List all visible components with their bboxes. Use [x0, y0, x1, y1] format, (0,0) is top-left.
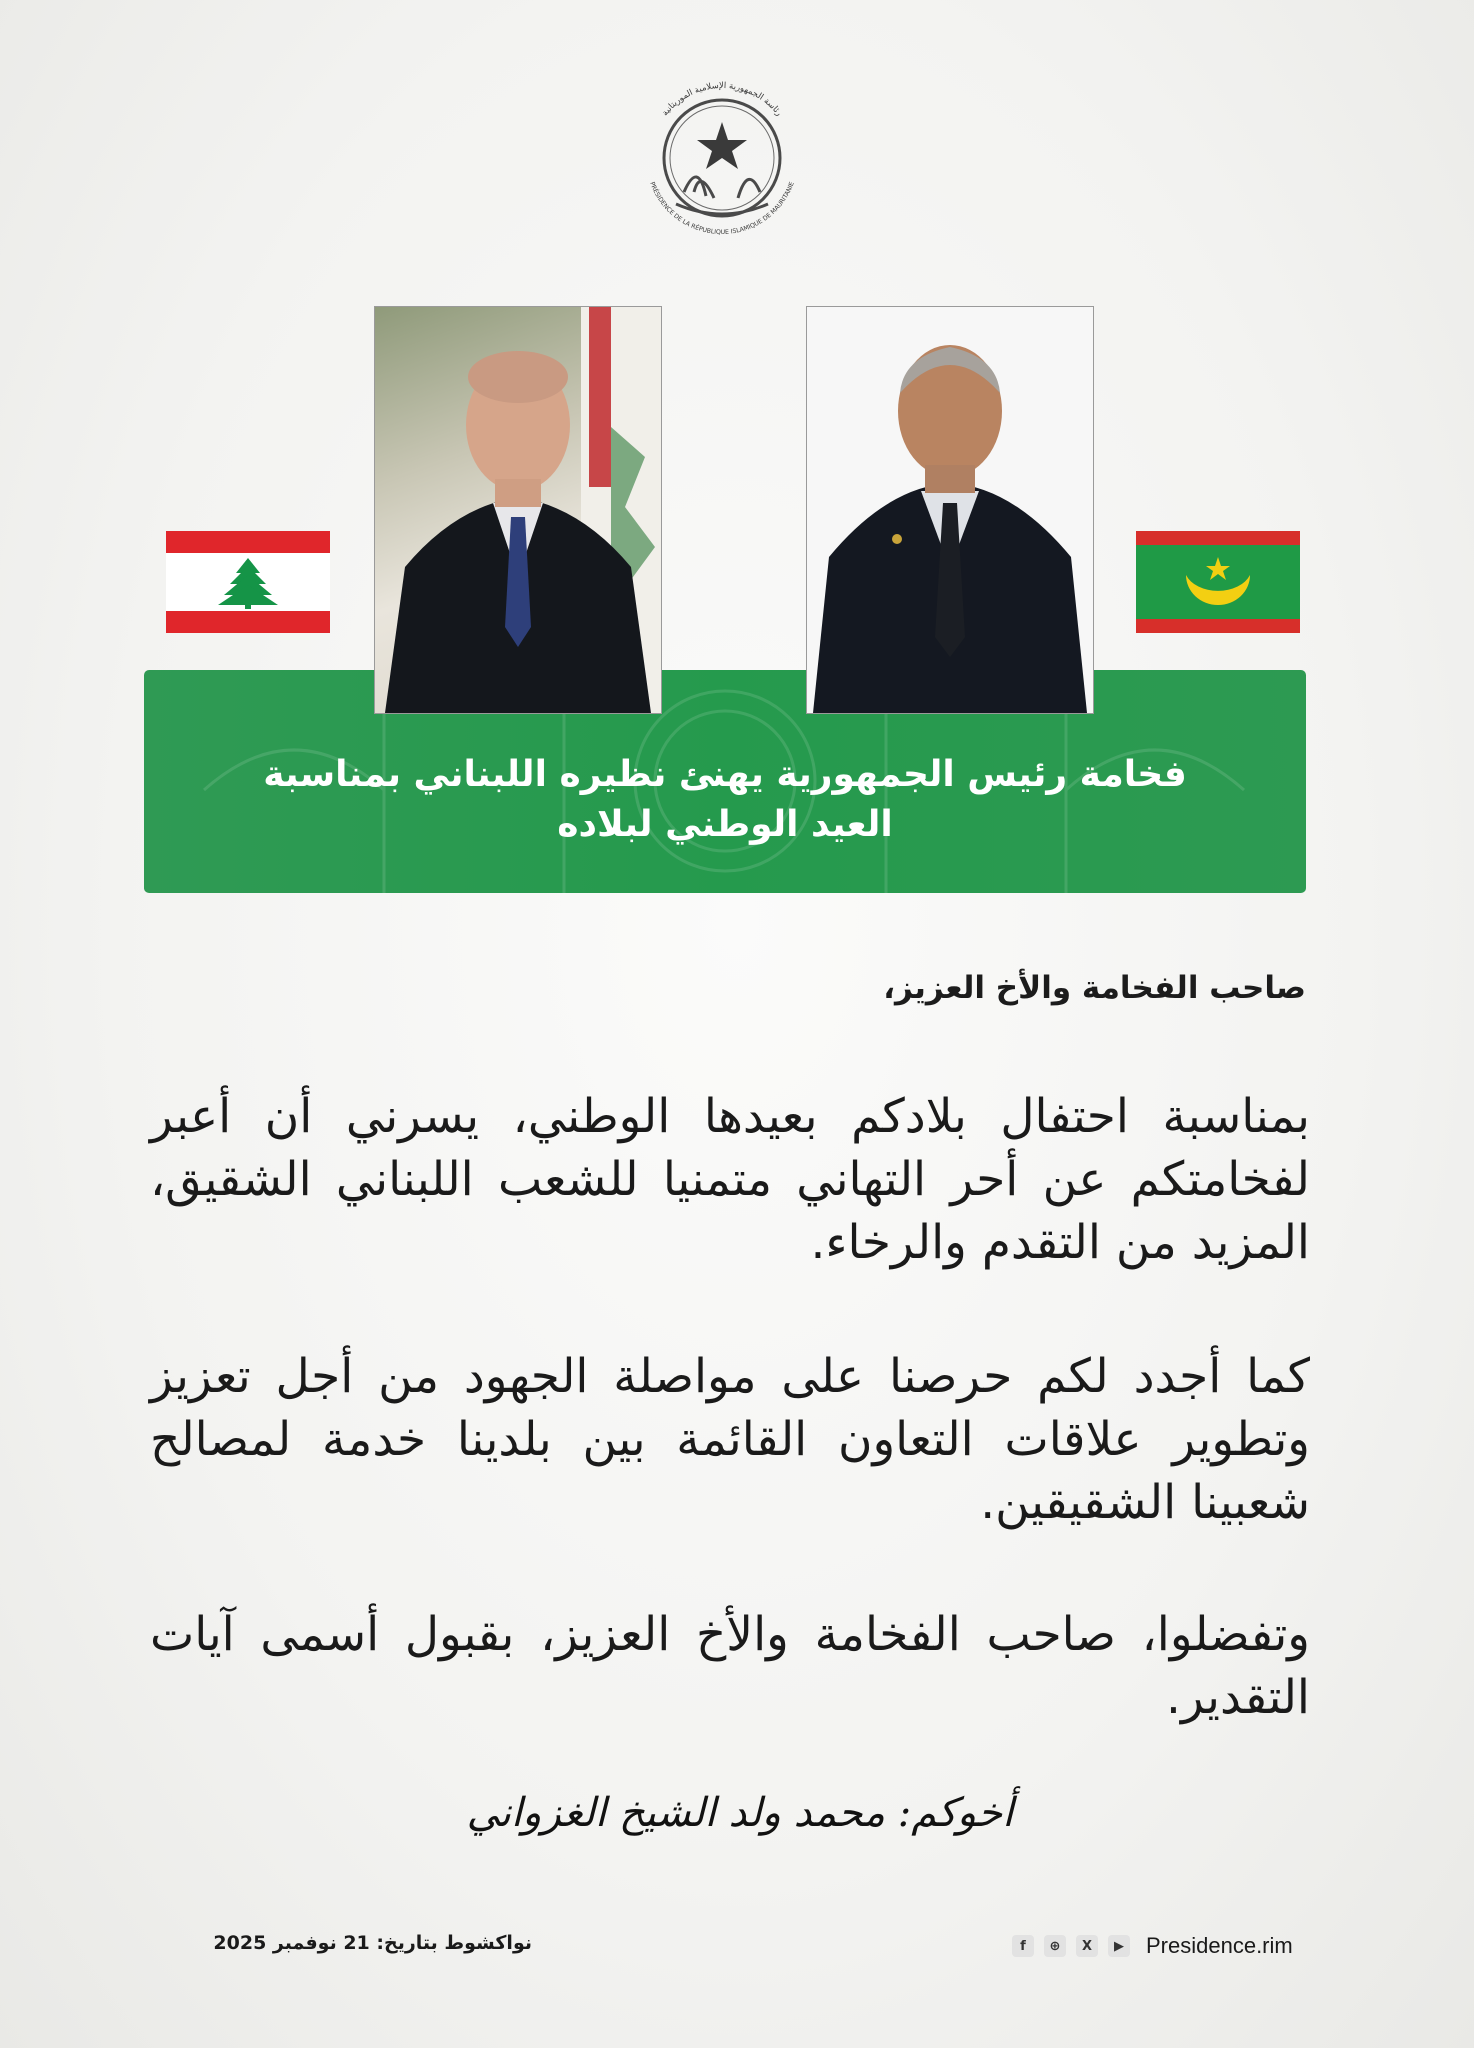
web-icon[interactable]: ⊕ [1044, 1935, 1066, 1957]
facebook-icon[interactable]: f [1012, 1935, 1034, 1957]
letter-paragraph-2: كما أجدد لكم حرصنا على مواصلة الجهود من أجل تعزيز وتطوير علاقات التعاون القائمة بين بلدينا خدمة لمصالح شعبينا الشقيقين. [150, 1349, 1310, 1530]
lebanese-president-photo [374, 306, 662, 714]
letter-paragraph-1: بمناسبة احتفال بلادكم بعيدها الوطني، يسرني أن أعبر لفخامتكم عن أحر التهاني متمنيا للشعب اللبناني الشقيق، المزيد من التقدم والرخاء. [150, 1089, 1310, 1270]
seal-french-text: PRÉSIDENCE DE LA RÉPUBLIQUE ISLAMIQUE DE MAURITANIE [648, 181, 796, 237]
banner-title [204, 750, 1246, 850]
headline-banner [144, 670, 1306, 893]
banner-title-line-2: العيد الوطني لبلاده [557, 804, 893, 845]
website-link[interactable]: Presidence.rim [1146, 1933, 1293, 1958]
banner-title-line-1: فخامة رئيس الجمهورية يهنئ نظيره اللبناني بمناسبة [263, 754, 1187, 795]
salutation: صاحب الفخامة والأخ العزيز، [883, 970, 1306, 1006]
x-icon[interactable]: X [1076, 1935, 1098, 1957]
letter-paragraph-3: وتفضلوا، صاحب الفخامة والأخ العزيز، بقبول أسمى آيات التقدير. [150, 1607, 1310, 1725]
signature: أخوكم: محمد ولد الشيخ الغزواني [466, 1790, 1014, 1836]
mauritania-flag [1136, 531, 1300, 633]
presidential-seal-logo [628, 64, 816, 252]
mauritanian-president-photo [806, 306, 1094, 714]
youtube-icon[interactable]: ▶ [1108, 1935, 1130, 1957]
seal-arabic-text: رئاسة الجمهورية الإسلامية الموريتانية [660, 80, 784, 119]
svg-text:PRÉSIDENCE DE LA RÉPUBLIQUE IS [648, 181, 796, 236]
footer-social-links [1012, 1929, 1293, 1963]
lebanon-flag [166, 531, 330, 633]
footer-date: نواكشوط بتاريخ: 21 نوفمبر 2025 [213, 1932, 532, 1954]
